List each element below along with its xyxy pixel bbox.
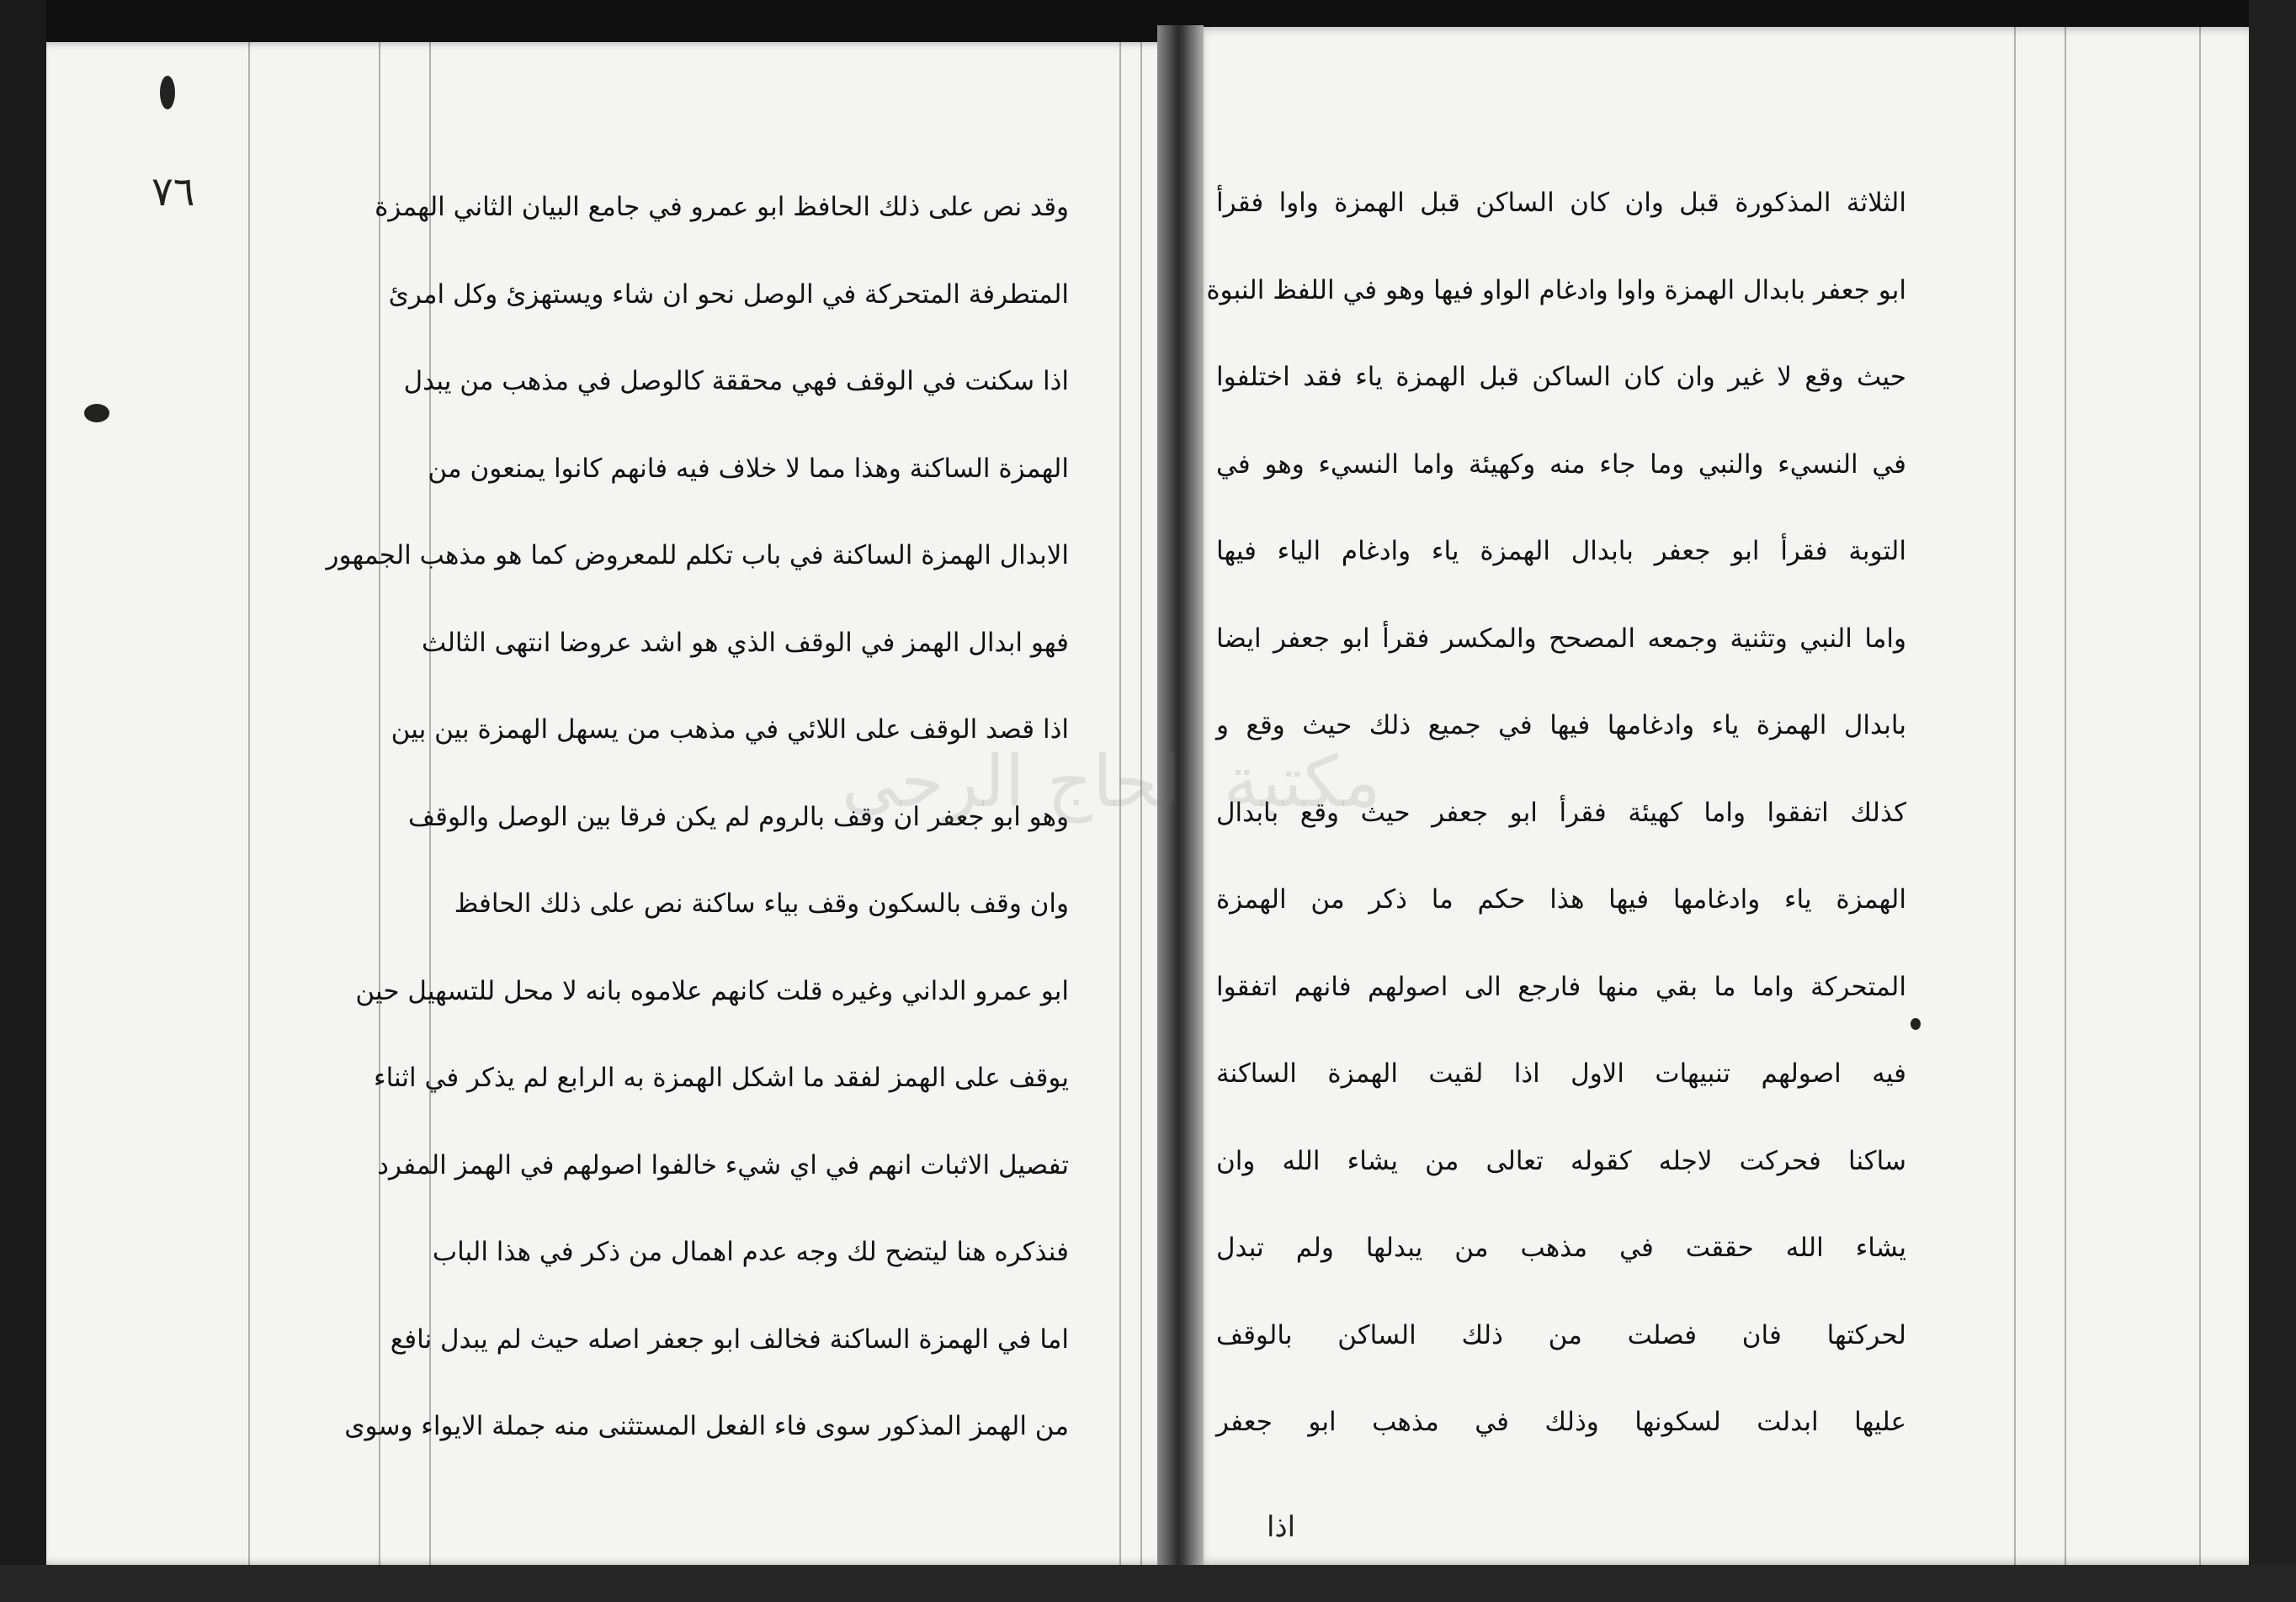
text-line: فيه اصولهم تنبيهات الاول اذا لقيت الهمزة الساكنة (1216, 1058, 1906, 1089)
text-line: المتطرفة المتحركة في الوصل نحو ان شاء ويستهزئ وكل امرئ (388, 278, 1069, 310)
text-line: كذلك اتفقوا واما كهيئة فقرأ ابو جعفر حيث وقع بابدال (1216, 797, 1906, 828)
text-line: ابو عمرو الداني وغيره قلت كانهم علاموه بانه لا محل للتسهيل حين (355, 975, 1069, 1006)
text-line: يوقف على الهمز لفقد ما اشكل الهمزة به الرابع لم يذكر في اثناء (374, 1063, 1069, 1093)
text-line: اما في الهمزة الساكنة فخالف ابو جعفر اصله حيث لم يبدل نافع (390, 1324, 1069, 1355)
text-line: بابدال الهمزة ياء وادغامها فيها في جميع ذلك حيث وقع و (1216, 710, 1906, 740)
margin-rule (2014, 27, 2016, 1565)
text-line: عليها ابدلت لسكونها وذلك في مذهب ابو جعفر (1216, 1407, 1906, 1437)
text-line: حيث وقع لا غير وان كان الساكن قبل الهمزة ياء فقد اختلفوا (1216, 362, 1906, 392)
text-line: ابو جعفر بابدال الهمزة واوا وادغام الواو فيها وهو في اللفظ النبوة (1206, 274, 1906, 305)
margin-rule (248, 42, 250, 1565)
text-line: فنذكره هنا ليتضح لك وجه عدم اهمال من ذكر في هذا الباب (432, 1237, 1069, 1267)
scan-edge-bottom (0, 1565, 2296, 1602)
text-line: الابدال الهمزة الساكنة في باب تكلم للمعروض كما هو مذهب الجمهور (326, 540, 1069, 570)
scan-edge-right (2249, 0, 2296, 1602)
text-line: لحركتها فان فصلت من ذلك الساكن بالوقف (1216, 1319, 1906, 1350)
text-line: وهو ابو جعفر ان وقف بالروم لم يكن فرقا بين الوصل والوقف (408, 801, 1069, 832)
text-line: الهمزة ياء وادغامها فيها هذا حكم ما ذكر من الهمزة (1216, 884, 1906, 915)
text-line: ساكنا فحركت لاجله كقوله تعالى من يشاء الله وان (1216, 1145, 1906, 1176)
margin-rule (2199, 27, 2201, 1565)
ink-blot (1911, 1018, 1921, 1030)
text-line: من الهمز المذكور سوى فاء الفعل المستثنى منه جملة الايواء وسوى (344, 1411, 1069, 1441)
ink-blot (160, 76, 175, 109)
text-line: في النسيء والنبي وما جاء منه وكهيئة واما النسيء وهو في (1216, 448, 1906, 480)
text-line: التوبة فقرأ ابو جعفر بابدال الهمزة ياء وادغام الياء فيها (1216, 536, 1906, 566)
text-line: المتحركة واما ما بقي منها فارجع الى اصولهم فانهم اتفقوا (1216, 971, 1906, 1002)
text-line: الثلاثة المذكورة قبل وان كان الساكن قبل الهمزة واوا فقرأ (1216, 188, 1906, 218)
text-line: اذا سكنت في الوقف فهي محققة كالوصل في مذهب من يبدل (403, 366, 1069, 396)
text-line: وقد نص على ذلك الحافظ ابو عمرو في جامع البيان الثاني الهمزة (375, 192, 1069, 222)
text-line: اذا قصد الوقف على اللائي في مذهب من يسهل الهمزة بين بين (391, 714, 1069, 745)
text-line: فهو ابدال الهمز في الوقف الذي هو اشد عروضا انتهى الثالث (422, 627, 1069, 658)
text-line: وان وقف بالسكون وقف بياء ساكنة نص على ذلك الحافظ (454, 889, 1069, 919)
text-line: يشاء الله حققت في مذهب من يبدلها ولم تبدل (1216, 1233, 1906, 1263)
text-line: الهمزة الساكنة وهذا مما لا خلاف فيه فانهم كانوا يمنعون من (428, 453, 1069, 484)
page-number: ٧٦ (151, 168, 195, 215)
scan-edge-left (0, 0, 46, 1602)
catchword: اذا (1267, 1510, 1296, 1544)
text-line: تفصيل الاثبات انهم في اي شيء خالفوا اصولهم في الهمز المفرد (377, 1149, 1069, 1180)
margin-rule (379, 42, 380, 1565)
library-watermark: مكتبة الحاج الرحي (842, 740, 1381, 823)
ink-blot (84, 404, 109, 422)
margin-rule (2065, 27, 2066, 1565)
text-line: واما النبي وتثنية وجمعه المصحح والمكسر فقرأ ابو جعفر ايضا (1216, 623, 1906, 654)
